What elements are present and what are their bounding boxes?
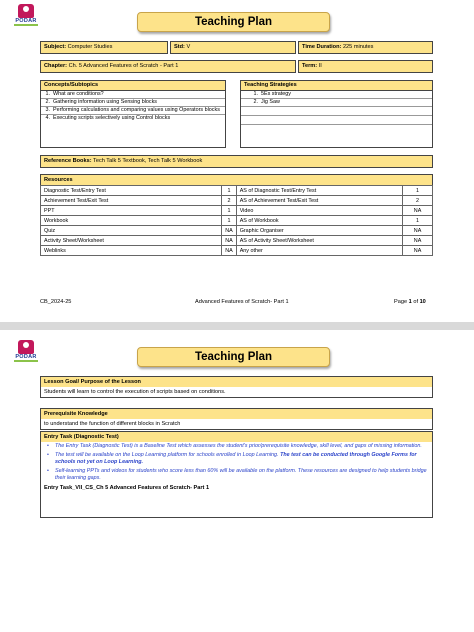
chapter-field: Chapter: Ch. 5 Advanced Features of Scratch - Part 1 [40, 60, 296, 73]
table-cell: 2 [222, 196, 237, 206]
logo-wordmark: PODAR [15, 18, 37, 24]
time-duration-field: Time Duration: 225 minutes [298, 41, 433, 54]
table-cell: NA [222, 246, 237, 256]
prerequisite-heading: Prerequisite Knowledge [40, 408, 433, 420]
table-cell: NA [403, 206, 433, 216]
table-cell: Workbook [41, 216, 222, 226]
teaching-strategies-box [240, 80, 433, 148]
resources-heading: Resources [40, 174, 433, 186]
table-cell: 2 [403, 196, 433, 206]
table-cell: Achievement Test/Exit Test [41, 196, 222, 206]
entry-task-heading: Entry Task (Diagnostic Test) [40, 431, 433, 443]
list-item: 2. Gathering information using Sensing blocks [41, 99, 225, 107]
table-cell: Activity Sheet/Worksheet [41, 236, 222, 246]
table-cell: Diagnostic Test/Entry Test [41, 186, 222, 196]
table-row [41, 226, 433, 236]
table-cell: Video [236, 206, 402, 216]
resources-table [40, 185, 433, 256]
podar-logo [14, 340, 38, 366]
table-cell: AS of Achievement Test/Exit Test [236, 196, 402, 206]
podar-logo [14, 4, 38, 30]
table-cell: 1 [222, 206, 237, 216]
table-cell: Any other [236, 246, 402, 256]
table-row [41, 206, 433, 216]
document-page-2 [0, 330, 474, 632]
table-cell: 1 [222, 186, 237, 196]
table-row [41, 236, 433, 246]
prerequisite-text: to understand the function of different blocks in Scratch [40, 419, 433, 430]
table-cell: 1 [403, 216, 433, 226]
table-cell: AS of Activity Sheet/Worksheet [236, 236, 402, 246]
table-row [41, 196, 433, 206]
std-field: Std: V [170, 41, 296, 54]
list-item: 4. Executing scripts selectively using Control blocks [45, 115, 171, 121]
table-cell: AS of Workbook [236, 216, 402, 226]
logo-mark-icon [18, 340, 34, 354]
entry-task-box [40, 442, 433, 518]
entry-task-bullet: • The test will be available on the Loop Learning platform for schools enrolled in Loop Learning. The test can be conducted through Google Forms for schools not yet on Loop Learning. [47, 452, 432, 466]
entry-task-bullet: • Self-learning PPTs and videos for students who score less than 60% will be available on the platform. These resources are designed to help students bridge their learning gaps. [47, 468, 432, 482]
table-row [41, 246, 433, 256]
table-cell: AS of Diagnostic Test/Entry Test [236, 186, 402, 196]
table-cell: 1 [222, 216, 237, 226]
page-title: Teaching Plan [137, 12, 330, 32]
subject-field: Subject: Computer Studies [40, 41, 168, 54]
table-cell: NA [222, 226, 237, 236]
list-item: 1. 5Es strategy [241, 91, 432, 99]
page-title: Teaching Plan [137, 347, 330, 367]
reference-books-field: Reference Books: Tech Talk 5 Textbook, Tech Talk 5 Workbook [40, 155, 433, 168]
page-number: Page 1 of 10 [394, 299, 426, 305]
table-cell: NA [403, 236, 433, 246]
term-field: Term: II [298, 60, 433, 73]
table-cell: Weblinks [41, 246, 222, 256]
table-cell: NA [403, 246, 433, 256]
logo-mark-icon [18, 4, 34, 18]
lesson-goal-text: Students will learn to control the execution of scripts based on conditions. [40, 387, 433, 398]
concepts-box [40, 80, 226, 148]
entry-task-file-label: Entry Task_VII_CS_Ch 5 Advanced Features of Scratch- Part 1 [44, 484, 210, 491]
footer-code: CB_2024-25 [40, 299, 72, 305]
lesson-goal-heading: Lesson Goal/ Purpose of the Lesson [40, 376, 433, 388]
concepts-heading: Concepts/Subtopics [41, 81, 225, 91]
table-cell: Graphic Organiser [236, 226, 402, 236]
table-row [41, 186, 433, 196]
table-cell: Quiz [41, 226, 222, 236]
logo-wordmark: PODAR [15, 354, 37, 360]
entry-task-bullet: • The Entry Task (Diagnostic Test) is a Baseline Test which assesses the student's prior/prerequisite knowledge, skill level, and gaps of missing information. [47, 443, 432, 450]
list-item: 3. Performing calculations and comparing values using Operators blocks [41, 107, 225, 115]
table-cell: NA [403, 226, 433, 236]
footer-title: Advanced Features of Scratch- Part 1 [195, 299, 289, 305]
strategies-heading: Teaching Strategies [241, 81, 432, 91]
table-row [41, 216, 433, 226]
table-cell: 1 [403, 186, 433, 196]
list-item: 2. Jig Saw [241, 99, 432, 107]
list-item: 1. What are conditions? [41, 91, 225, 99]
table-cell: NA [222, 236, 237, 246]
table-cell: PPT [41, 206, 222, 216]
